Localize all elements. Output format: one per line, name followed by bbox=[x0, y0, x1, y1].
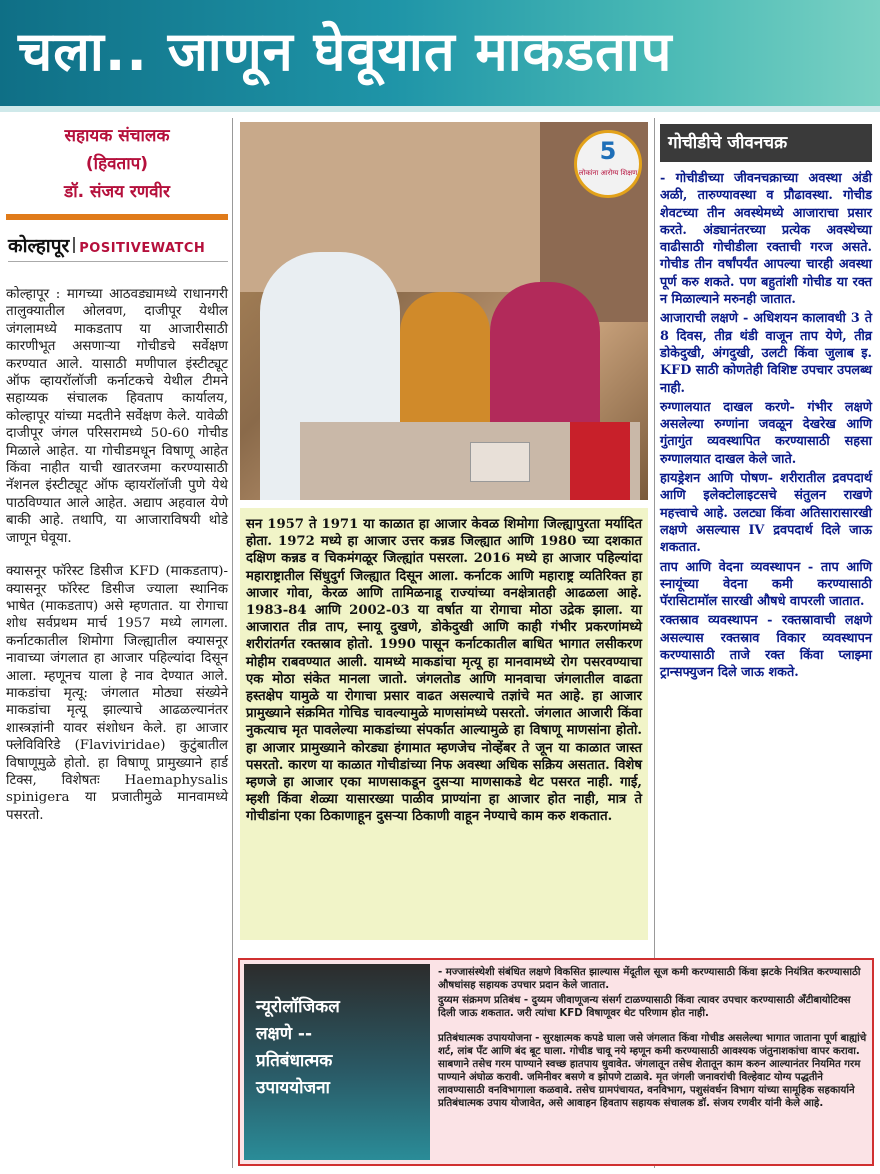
heading-line: न्यूरोलॉजिकल bbox=[256, 997, 340, 1017]
prevention-paragraph: दुय्यम संक्रमण प्रतिबंध - दुय्यम जीवाणूजन्य संसर्ग टाळण्यासाठी किंवा त्यावर उपचार करण्यासाठी अँटीबायोटिक्स दिली जाऊ शकतात. जरी त्यांचा KFD विषाणूवर थेट परिणाम होत नाही. bbox=[438, 995, 851, 1019]
byline-author: डॉ. संजय रणवीर bbox=[64, 182, 170, 202]
article-body-left bbox=[6, 286, 228, 840]
column-divider bbox=[232, 118, 233, 1168]
lifecycle-paragraph: आजाराची लक्षणे - अधिशयन कालावधी 3 ते 8 दिवस, तीव्र थंडी वाजून ताप येणे, तीव्र डोकेदुखी, अंगदुखी, उलटी किंवा जुलाब इ. KFD साठी कोणतेही विशिष्ट उपचार उपलब्ध नाही. bbox=[660, 311, 872, 396]
heading-line: लक्षणे -- bbox=[256, 1024, 313, 1044]
dateline bbox=[8, 232, 228, 262]
lifecycle-paragraph: रुग्णालयात दाखल करणे- गंभीर लक्षणे असलेल्या रुग्णांना जवळून देखरेख आणि गुंतागुंत व्यवस्थापित करण्यासाठी सहसा रुग्णालयात दाखल केले जाते. bbox=[660, 399, 872, 467]
prevention-paragraph: प्रतिबंधात्मक उपाययोजना - सुरक्षात्मक कपडे घाला जसे जंगलात किंवा गोचीड असलेल्या भागात जाताना पूर्ण बाह्यांचे शर्ट, लांब पँट आणि बंद बूट घाला. गोचीड चावू नये म्हणून कमी करण्यासाठी आवश्यक जंतुनाशकांचा वापर करावा. साबणाने तसेच गरम पाण्याने स्वच्छ हातपाय धुवावेत. जंगलातून तसेच शेतातून काम करुन आल्यानंतर नियमित गरम पाण्याने अंघोळ करावी. जमिनीवर बसणे व झोपणे टाळावे. मृत जंगली जनावरांची विल्हेवाट योग्य पद्धतीने लावण्यासाठी वनविभागाला कळवावे. तसेच ग्रामपंचायत, वनविभाग, पशुसंवर्धन विभाग यांच्या सामूहिक सहकार्याने प्रतिबंधात्मक उपाय योजावेत, असे आवाहन हिवताप सहायक संचालक डॉ. संजय रणवीर यांनी केले आहे. bbox=[438, 1033, 867, 1109]
author-byline bbox=[6, 122, 228, 220]
badge-caption: लोकांना आरोग्य शिक्षण bbox=[578, 169, 638, 177]
article-body-center: सन 1957 ते 1971 या काळात हा आजार केवळ शिमोगा जिल्ह्यापुरता मर्यादित होता. 1972 मध्ये हा आजार उत्तर कन्नड जिल्ह्यात आणि 1980 च्या दशकात दक्षिण कन्नड व चिकमंगळूर जिल्ह्यांत पसरला. 2016 मध्ये हा आजार पहिल्यांदा महाराष्ट्रातील सिंधुदुर्ग जिल्ह्यात दिसून आला. कर्नाटक आणि महाराष्ट्र व्यतिरिक्त हा आजार गोवा, केरळ आणि तामिळनाडू राज्यांच्या वनक्षेत्रातही आढळला आहे. 1983-84 आणि 2002-03 या वर्षात या रोगाचा मोठा उद्रेक झाला. या आजारात तीव्र ताप, स्नायू दुखणे, डोकेदुखी आणि काही गंभीर प्रकरणांमध्ये शरीरांतर्गत रक्तस्राव होतो. 1990 पासून कर्नाटकातील बाधित भागात लसीकरण मोहीम राबवण्यात आली. यामध्ये माकडांचा मृत्यू हा मानवामध्ये रोग पसरवण्याचा एक मोठा संकेत मानला जातो. जंगलतोड आणि मानवाचा जंगलातील वाढता हस्तक्षेप यामुळे या रोगाचा प्रसार वाढत असल्याचे तज्ञांचे मत आहे. हा आजार प्रामुख्याने संक्रमित गोचिड चावल्यामुळे माणसांमध्ये पसरतो. जंगलात आजारी किंवा नुकत्याच मृत पावलेल्या माकडांच्या संपर्कात आल्यामुळे हा विषाणू माणसांना होतो. हा आजार प्रामुख्याने कोरड्या हंगामात म्हणजेच नोव्हेंबर ते जून या काळात जास्त पसरतो. कारण या काळात गोचीडांच्या निफ अवस्था अधिक सक्रिय असतात. विशेष म्हणजे हा आजार एका माणसाकडून दुसऱ्या माणसाकडे थेट पसरत नाही. गाई, म्हशी किंवा शेळ्या यासारख्या पाळीव प्राण्यांना हा आजार होत नाही, मात्र ते गोचीडांना एका ठिकाणाहून दुसऱ्या ठिकाणी वाहून नेण्याचे काम करु शकतात. bbox=[240, 508, 648, 940]
dateline-separator bbox=[73, 237, 75, 253]
prevention-heading bbox=[244, 964, 430, 1160]
article-paragraph: कोल्हापूर : मागच्या आठवड्यामध्ये राधानगरी तालुक्यातील ओलवण, दाजीपूर येथील जंगलामध्ये माकडताप या आजारीसाठी कारणीभूत असणाऱ्या गोचीडचे सर्वेक्षण करण्यात आले. यासाठी मणीपाल इंस्टीट्यूट ऑफ व्हायरॉलॉजी कर्नाटकचे येथील टीमने सहाय्यक संचालक हिवताप कार्यालय, कोल्हापूर यांच्या मदतीने सर्वेक्षण केले. यावेळी दाजीपूर जंगल परिसरामध्ये 50-60 गोचीड मिळाले आहेत. या गोचीडमधून विषाणू आहेत किंवा नाहीत याची खातरजमा करण्यासाठी नॅशनल इंस्टीट्यूट ऑफ व्हायरॉलॉजी पुणे येथे पाठविण्यात आले आहेत. अद्याप अहवाल येणे बाकी आहे. तथापि, या आजाराविषयी थोडे जाणून घेवूया. bbox=[6, 287, 228, 546]
lifecycle-heading: गोचीडीचे जीवनचक्र bbox=[660, 124, 872, 162]
left-column bbox=[6, 118, 228, 1168]
dateline-city: कोल्हापूर bbox=[8, 235, 70, 257]
heading-line: प्रतिबंधात्मक bbox=[256, 1051, 333, 1071]
masthead-banner bbox=[0, 0, 880, 112]
article-photo bbox=[240, 122, 648, 500]
dateline-brand: POSITIVEWATCH bbox=[79, 241, 206, 256]
lifecycle-paragraph: रक्तस्राव व्यवस्थापन - रक्तस्रावाची लक्षणे असल्यास रक्तस्राव विकार व्यवस्थापन करण्यासाठी ताजे रक्त किंवा प्लाझ्मा ट्रान्सफ्युजन दिले जाऊ शकते. bbox=[660, 613, 872, 681]
lifecycle-body bbox=[660, 170, 872, 684]
prevention-paragraph: - मज्जासंस्थेशी संबंधित लक्षणे विकसित झाल्यास मेंदूतील सूज कमी करण्यासाठी किंवा झटके नियंत्रित करण्यासाठी औषधांसह सहायक उपचार प्रदान केले जातात. bbox=[438, 967, 861, 991]
heading-line: उपाययोजना bbox=[256, 1078, 330, 1098]
prevention-box bbox=[238, 958, 874, 1166]
lifecycle-paragraph: हायड्रेशन आणि पोषण- शरीरातील द्रवपदार्थ आणि इलेक्टोलाइटसचे संतुलन राखणे महत्त्वाचे आहे. उलट्या किंवा अतिसारासारखी लक्षणे असल्यास IV द्रवपदार्थ दिले जाऊ शकतात. bbox=[660, 471, 872, 556]
lifecycle-paragraph: - गोचीडीच्या जीवनचक्राच्या अवस्था अंडी अळी, तारुण्यावस्था व प्रौढावस्था. गोचीड शेवटच्या तीन अवस्थेमध्ये आजाराचा प्रसार करते. अंड्यानंतरच्या प्रत्येक अवस्थेच्या वाढीसाठी गोचीडीला रक्ताची गरज असते. गोचीड तीन वर्षांपर्यंत आपल्या चारही अवस्था पूर्ण करु शकते. पण बहुतांशी गोचीड या रक्त न मिळाल्याने मरुनही जातात. bbox=[660, 171, 872, 308]
prevention-text bbox=[438, 966, 868, 1112]
anniversary-badge-icon bbox=[574, 130, 642, 198]
article-paragraph: क्यासनूर फॉरेस्ट डिसीज KFD (माकडताप)- क्यासनूर फॉरेस्ट डिसीज ज्याला स्थानिक भाषेत (माकडताप) असे म्हणतात. या रोगाचा शोध सर्वप्रथम मार्च 1957 मध्ये लागला. कर्नाटकातील शिमोगा जिल्ह्यातील क्यासनूर नावाच्या जंगलात हा आजार पहिल्यांदा दिसून आला. म्हणूनच याला हे नाव देण्यात आले. माकडांचा मृत्यू: जंगलात मोठ्या संख्येने माकडांचा मृत्यू झाल्याचे आढळल्यानंतर शास्त्रज्ञांनी यावर संशोधन केले. हा आजार फ्लेविविरिडे (Flaviviridae) कुटुंबातील विषाणूमुळे होतो. हा विषाणू प्रामुख्याने हार्ड टिक्स, विशेषतः Haemaphysalis spinigera या प्रजातीमुळे मानवामध्ये पसरतो. bbox=[6, 564, 228, 823]
badge-number: 5 bbox=[599, 137, 617, 165]
lifecycle-paragraph: ताप आणि वेदना व्यवस्थापन - ताप आणि स्नायूंच्या वेदना कमी करण्यासाठी पॅरासिटामॉल सारखी औषधे वापरली जातात. bbox=[660, 559, 872, 610]
byline-title: सहायक संचालक bbox=[64, 126, 170, 146]
page-title: चला.. जाणून घेवूयात माकडताप bbox=[18, 20, 673, 83]
byline-department: (हिवताप) bbox=[85, 154, 149, 174]
